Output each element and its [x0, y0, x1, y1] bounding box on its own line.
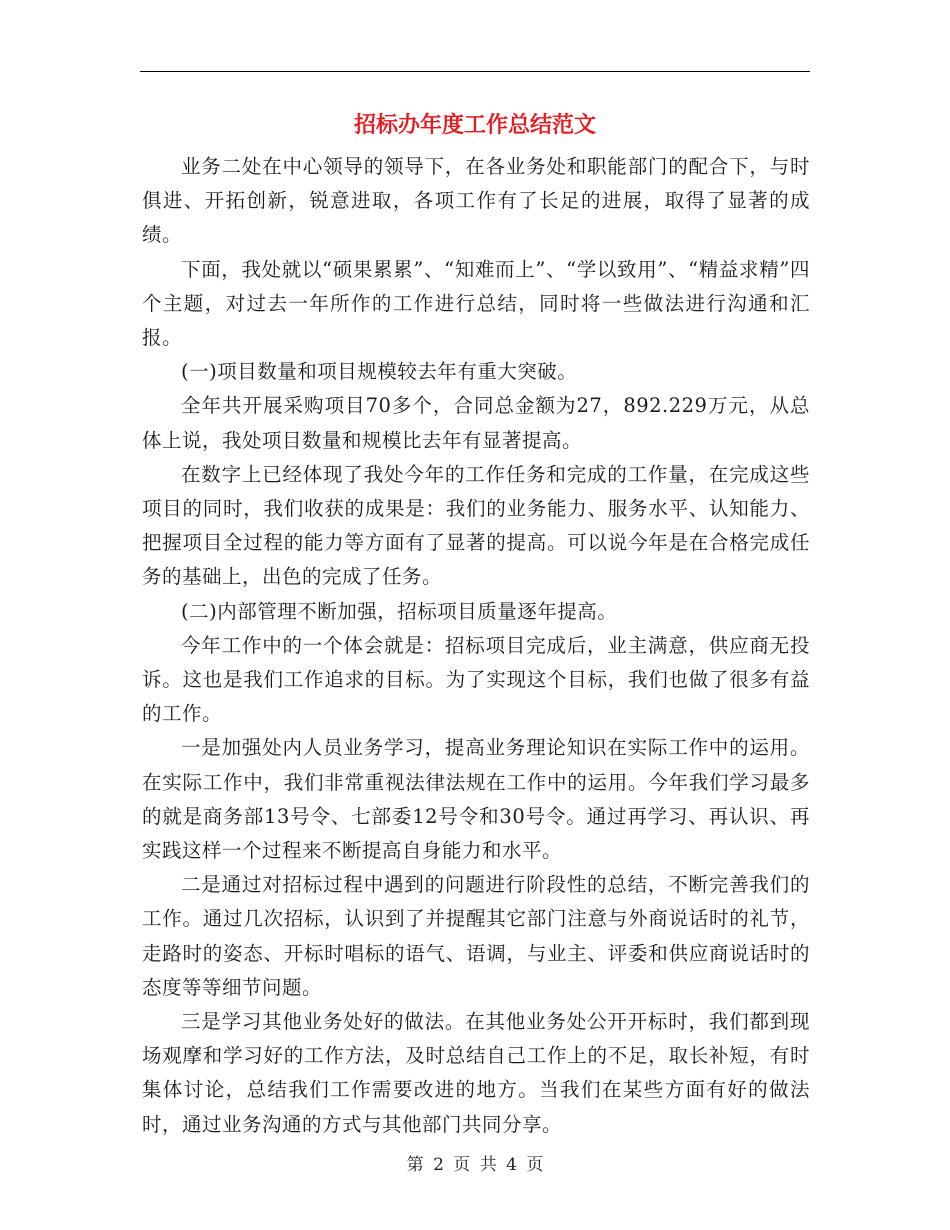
- page-number-footer: 第 2 页 共 4 页: [406, 1155, 544, 1175]
- paragraph: 二是通过对招标过程中遇到的问题进行阶段性的总结，不断完善我们的工作。通过几次招标，认识到了并提醒其它部门注意与外商说话时的礼节，走路时的姿态、开标时唱标的语气、语调，与业主、评委和供应商说话时的态度等等细节问题。: [142, 873, 810, 999]
- paragraph: 一是加强处内人员业务学习，提高业务理论知识在实际工作中的运用。在实际工作中，我们非常重视法律法规在工作中的运用。今年我们学习最多的就是商务部13号令、七部委12号令和30号令。通过再学习、再认识、再实践这样一个过程来不断提高自身能力和水平。: [142, 736, 810, 863]
- document-title: 招标办年度工作总结范文: [353, 112, 596, 138]
- section-heading: (二)内部管理不断加强，招标项目质量逐年提高。: [181, 599, 618, 623]
- paragraph: 今年工作中的一个体会就是：招标项目完成后，业主满意，供应商无投诉。这也是我们工作追求的目标。为了实现这个目标，我们也做了很多有益的工作。: [142, 633, 810, 726]
- paragraph: 业务二处在中心领导的领导下，在各业务处和职能部门的配合下，与时俱进、开拓创新，锐意进取，各项工作有了长足的进展，取得了显著的成绩。: [142, 155, 810, 247]
- paragraph: 在数字上已经体现了我处今年的工作任务和完成的工作量，在完成这些项目的同时，我们收获的成果是：我们的业务能力、服务水平、认知能力、把握项目全过程的能力等方面有了显著的提高。可以说今年是在合格完成任务的基础上，出色的完成了任务。: [142, 462, 810, 589]
- paragraph: 下面，我处就以“硕果累累”、“知难而上”、“学以致用”、“精益求精”四个主题，对过去一年所作的工作进行总结，同时将一些做法进行沟通和汇报。: [142, 257, 810, 350]
- document-body: [142, 150, 810, 1142]
- paragraph: 全年共开展采购项目70多个，合同总金额为27，892.229万元，从总体上说，我处项目数量和规模比去年有显著提高。: [142, 394, 810, 452]
- section-heading: (一)项目数量和项目规模较去年有重大突破。: [181, 360, 578, 384]
- paragraph: 三是学习其他业务处好的做法。在其他业务处公开开标时，我们都到现场观摩和学习好的工作方法，及时总结自己工作上的不足，取长补短，有时集体讨论，总结我们工作需要改进的地方。当我们在某些方面有好的做法时，通过业务沟通的方式与其他部门共同分享。: [142, 1010, 810, 1136]
- header-rule: [140, 71, 810, 72]
